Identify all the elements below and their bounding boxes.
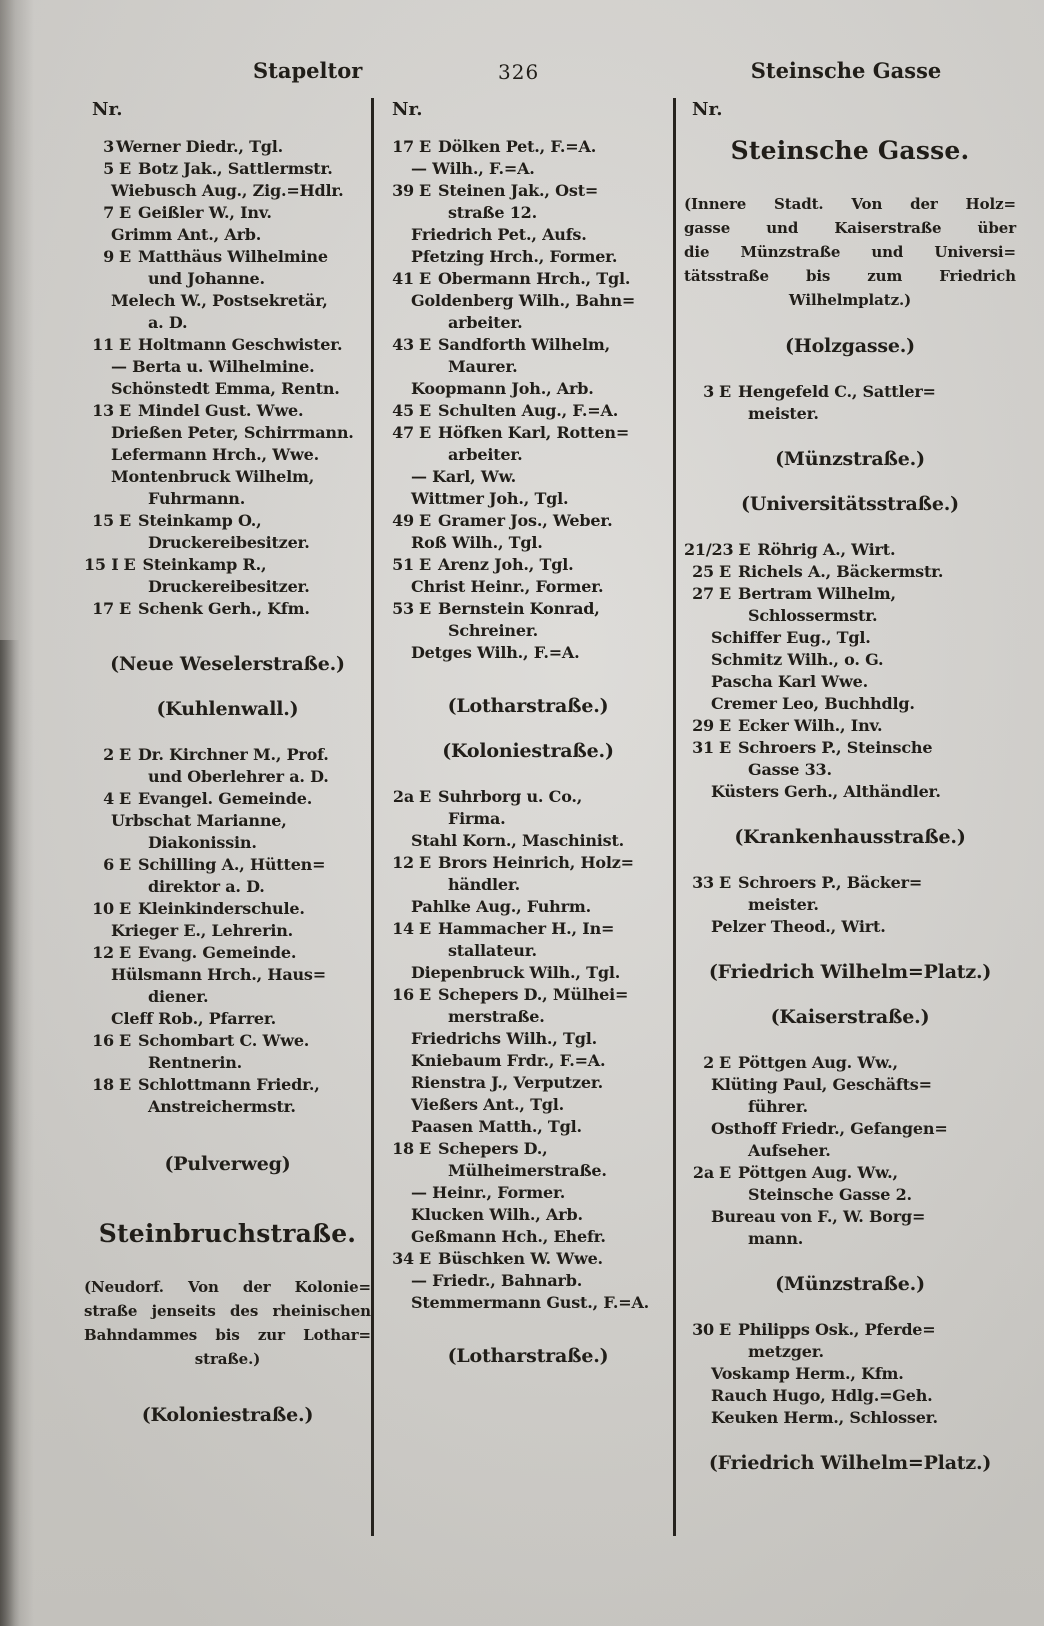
entry-continuation: Schlossermstr. [748,606,878,625]
directory-line [384,786,672,808]
directory-line [84,510,371,532]
entry-text: Schulten Aug., F.=A. [438,401,619,420]
owner-marker: E [419,555,431,574]
entry-continuation: straße 12. [448,203,537,222]
house-number: 31 [692,738,714,757]
house-number: 15 I [84,555,119,574]
entry-group [684,381,1016,425]
entry-group [84,136,371,620]
entry-continuation: Geßmann Hch., Ehefr. [411,1227,606,1246]
house-number: 3 [703,382,714,401]
entry-group [384,786,672,1314]
entry-continuation: Friedrich Pet., Aufs. [411,225,587,244]
entry-continuation: Krieger E., Lehrerin. [111,921,294,940]
directory-line [384,554,672,576]
directory-line [84,1030,371,1052]
entry-continuation: Vießers Ant., Tgl. [411,1095,565,1114]
street-heading: Steinsche Gasse. [730,136,970,165]
entry-continuation: Keuken Herm., Schlosser. [711,1408,938,1427]
owner-marker: E [719,584,731,603]
house-number: 45 [392,401,414,420]
owner-marker: E [119,599,131,618]
entry-text: Dölken Pet., F.=A. [438,137,597,156]
house-number: 3 [103,137,114,156]
house-number: 49 [392,511,414,530]
directory-line [684,583,1016,605]
entry-continuation: Druckereibesitzer. [148,533,310,552]
directory-line [84,942,371,964]
entry-continuation: stallateur. [448,941,537,960]
directory-line [384,510,672,532]
house-number: 17 [92,599,114,618]
house-number: 29 [692,716,714,735]
entry-text: Evangel. Gemeinde. [138,789,313,808]
entry-continuation: Rienstra J., Verputzer. [411,1073,603,1092]
cross-street-ref: (Kaiserstraße.) [770,1006,930,1028]
entry-continuation: Wittmer Joh., Tgl. [411,489,569,508]
entry-continuation: Mülheimerstraße. [448,1161,607,1180]
cross-street-ref: (Friedrich Wilhelm=Platz.) [708,1452,992,1474]
entry-text: Schepers D., [438,1139,548,1158]
house-number: 12 [392,853,414,872]
entry-text: Suhrborg u. Co., [438,787,583,806]
entry-group [684,1052,1016,1250]
house-number: 14 [392,919,414,938]
entry-continuation: und Oberlehrer a. D. [148,767,329,786]
entry-continuation: metzger. [748,1342,824,1361]
entry-continuation: merstraße. [448,1007,545,1026]
house-number: 25 [692,562,714,581]
house-number: 39 [392,181,414,200]
entry-text: Steinen Jak., Ost= [438,181,599,200]
entry-group [684,539,1016,803]
column-divider-left [371,98,374,1536]
cross-street-ref: (Krankenhausstraße.) [734,826,966,848]
entry-continuation: Aufseher. [748,1141,831,1160]
house-number: 2 [103,745,114,764]
entry-text: Schroers P., Bäcker= [738,873,923,892]
entry-continuation: Stemmermann Gust., F.=A. [411,1293,650,1312]
entry-continuation: Küsters Gerh., Althändler. [711,782,941,801]
owner-marker: E [419,985,431,1004]
owner-marker: E [419,599,431,618]
entry-text: Bertram Wilhelm, [738,584,896,603]
entry-text: Schroers P., Steinsche [738,738,933,757]
entry-text: Evang. Gemeinde. [138,943,297,962]
street-description [84,1275,371,1371]
running-title-right: Steinsche Gasse [750,58,942,83]
directory-line [684,1052,1016,1074]
entry-continuation: direktor a. D. [148,877,265,896]
entry-continuation: Klucken Wilh., Arb. [411,1205,583,1224]
entry-continuation: führer. [748,1097,808,1116]
entry-continuation: Voskamp Herm., Kfm. [711,1364,904,1383]
entry-continuation: Melech W., Postsekretär, [111,291,328,310]
owner-marker: E [419,787,431,806]
directory-line [84,744,371,766]
entry-continuation: — Wilh., F.=A. [411,159,535,178]
house-number: 21/23 [684,540,734,559]
entry-continuation: Rauch Hugo, Hdlg.=Geh. [711,1386,933,1405]
owner-marker: E [719,382,731,401]
owner-marker: E [119,789,131,808]
directory-line [684,715,1016,737]
cross-street-ref: (Lotharstraße.) [447,695,609,717]
entry-text: Mindel Gust. Wwe. [138,401,304,420]
directory-line [384,334,672,356]
entry-continuation: Schönstedt Emma, Rentn. [111,379,340,398]
entry-continuation: meister. [748,895,819,914]
house-number: 12 [92,943,114,962]
house-number: 13 [92,401,114,420]
cross-street-ref: (Holzgasse.) [785,335,915,357]
entry-continuation: Pahlke Aug., Fuhrm. [411,897,591,916]
owner-marker: E [119,899,131,918]
entry-text: Hammacher H., In= [438,919,615,938]
house-number: 6 [103,855,114,874]
house-number: 16 [392,985,414,1004]
house-number: 41 [392,269,414,288]
directory-line [684,872,1016,894]
owner-marker: E [719,738,731,757]
house-number: 17 [392,137,414,156]
directory-line [84,1074,371,1096]
entry-continuation: Drießen Peter, Schirrmann. [111,423,354,442]
entry-continuation: Goldenberg Wilh., Bahn= [411,291,636,310]
entry-text: Hengefeld C., Sattler= [738,382,936,401]
column-divider-right [673,98,676,1536]
street-description-line: die Münzstraße und Universi= [684,243,1016,261]
directory-line [84,202,371,224]
street-description-line: gasse und Kaiserstraße über [684,219,1016,237]
house-number: 51 [392,555,414,574]
entry-text: Brors Heinrich, Holz= [438,853,634,872]
house-number: 30 [692,1320,714,1339]
owner-marker: E [123,555,136,574]
entry-continuation: händler. [448,875,521,894]
entry-text: Schombart C. Wwe. [138,1031,310,1050]
entry-continuation: Stahl Korn., Maschinist. [411,831,625,850]
entry-text: Geißler W., Inv. [138,203,272,222]
nr-column-label: Nr. [692,99,723,120]
entry-text: Schlottmann Friedr., [138,1075,320,1094]
owner-marker: E [119,511,131,530]
entry-text: Pöttgen Aug. Ww., [738,1163,898,1182]
house-number: 18 [392,1139,414,1158]
entry-text: Kleinkinderschule. [138,899,305,918]
house-number: 2a [692,1163,714,1182]
entry-continuation: — Friedr., Bahnarb. [411,1271,583,1290]
entry-continuation: Kniebaum Frdr., F.=A. [411,1051,606,1070]
entry-continuation: Hülsmann Hrch., Haus= [111,965,326,984]
directory-line [84,334,371,356]
entry-text: Gramer Jos., Weber. [438,511,613,530]
owner-marker: E [719,1053,731,1072]
cross-street-ref: (Neue Weselerstraße.) [110,653,345,675]
directory-line [84,158,371,180]
cross-street-ref: (Koloniestraße.) [442,740,614,762]
entry-continuation: Friedrichs Wilh., Tgl. [411,1029,597,1048]
owner-marker: E [419,401,431,420]
owner-marker: E [119,335,131,354]
owner-marker: E [419,1139,431,1158]
entry-text: Arenz Joh., Tgl. [438,555,574,574]
owner-marker: E [419,511,431,530]
page-number: 326 [498,60,540,84]
house-number: 2a [392,787,414,806]
owner-marker: E [419,335,431,354]
street-description-line: straße.) [194,1350,261,1368]
entry-continuation: Druckereibesitzer. [148,577,310,596]
house-number: 15 [92,511,114,530]
directory-line [84,246,371,268]
owner-marker: E [119,1031,131,1050]
owner-marker: E [119,247,131,266]
nr-column-label: Nr. [392,99,423,120]
owner-marker: E [419,1249,431,1268]
entry-continuation: Lefermann Hrch., Wwe. [111,445,319,464]
entry-text: Werner Diedr., Tgl. [116,137,284,156]
column-steinsche-gasse [684,100,1016,1498]
house-number: 2 [703,1053,714,1072]
house-number: 16 [92,1031,114,1050]
entry-continuation: Klüting Paul, Geschäfts= [711,1075,932,1094]
directory-line [684,1162,1016,1184]
house-number: 43 [392,335,414,354]
owner-marker: E [419,423,431,442]
entry-continuation: Pascha Karl Wwe. [711,672,868,691]
house-number: 18 [92,1075,114,1094]
entry-continuation: arbeiter. [448,313,523,332]
house-number: 27 [692,584,714,603]
entry-continuation: Gasse 33. [748,760,832,779]
directory-line [384,918,672,940]
directory-line [384,422,672,444]
entry-text: Sandforth Wilhelm, [438,335,610,354]
directory-line [384,136,672,158]
cross-street-ref: (Lotharstraße.) [447,1345,609,1367]
entry-continuation: Schmitz Wilh., o. G. [711,650,884,669]
directory-line [84,854,371,876]
entry-continuation: Roß Wilh., Tgl. [411,533,543,552]
directory-line [84,136,371,158]
owner-marker: E [419,853,431,872]
entry-group [84,744,371,1118]
entry-continuation: diener. [148,987,209,1006]
cross-street-ref: (Koloniestraße.) [141,1404,314,1426]
house-number: 34 [392,1249,414,1268]
owner-marker: E [719,1163,731,1182]
directory-line [384,180,672,202]
entry-continuation: — Berta u. Wilhelmine. [111,357,315,376]
street-description [684,192,1016,312]
owner-marker: E [119,401,131,420]
entry-text: Röhrig A., Wirt. [757,540,896,559]
entry-continuation: Montenbruck Wilhelm, [111,467,315,486]
owner-marker: E [719,1320,731,1339]
owner-marker: E [119,159,131,178]
entry-text: Dr. Kirchner M., Prof. [138,745,329,764]
directory-line [384,1138,672,1160]
directory-line [84,400,371,422]
entry-continuation: meister. [748,404,819,423]
street-description-line: straße jenseits des rheinischen [84,1302,371,1320]
entry-text: Obermann Hrch., Tgl. [438,269,631,288]
entry-continuation: und Johanne. [148,269,265,288]
cross-street-ref: (Friedrich Wilhelm=Platz.) [708,961,992,983]
entry-text: Holtmann Geschwister. [138,335,343,354]
house-number: 4 [103,789,114,808]
column-stapeltor [84,100,371,1450]
street-description-line: (Neudorf. Von der Kolonie= [84,1278,371,1296]
entry-continuation: Paasen Matth., Tgl. [411,1117,582,1136]
entry-text: Richels A., Bäckermstr. [738,562,944,581]
street-heading: Steinbruchstraße. [98,1219,357,1248]
entry-group [684,872,1016,938]
owner-marker: E [719,562,731,581]
cross-street-ref: (Münzstraße.) [775,1273,925,1295]
entry-continuation: arbeiter. [448,445,523,464]
entry-continuation: a. D. [148,313,188,332]
directory-line [384,852,672,874]
directory-line [84,598,371,620]
directory-line [684,381,1016,403]
owner-marker: E [738,540,751,559]
owner-marker: E [119,1075,131,1094]
entry-continuation: Pelzer Theod., Wirt. [711,917,886,936]
owner-marker: E [119,745,131,764]
street-description-line: (Innere Stadt. Von der Holz= [684,195,1016,213]
cross-street-ref: (Universitätsstraße.) [741,493,959,515]
owner-marker: E [719,873,731,892]
entry-continuation: Cremer Leo, Buchhdlg. [711,694,915,713]
house-number: 33 [692,873,714,892]
entry-group [684,1319,1016,1429]
entry-text: Pöttgen Aug. Ww., [738,1053,898,1072]
entry-continuation: Diepenbruck Wilh., Tgl. [411,963,621,982]
cross-street-ref: (Kuhlenwall.) [156,698,299,720]
directory-line [384,984,672,1006]
entry-continuation: Detges Wilh., F.=A. [411,643,580,662]
entry-continuation: Anstreichermstr. [148,1097,296,1116]
nr-column-label: Nr. [92,99,123,120]
directory-line [384,400,672,422]
house-number: 10 [92,899,114,918]
entry-continuation: Maurer. [448,357,518,376]
entry-continuation: Schreiner. [448,621,538,640]
directory-line [384,268,672,290]
entry-text: Botz Jak., Sattlermstr. [138,159,333,178]
entry-continuation: Wiebusch Aug., Zig.=Hdlr. [111,181,344,200]
entry-continuation: Koopmann Joh., Arb. [411,379,594,398]
cross-street-ref: (Pulverweg) [164,1153,291,1175]
entry-text: Büschken W. Wwe. [438,1249,603,1268]
entry-text: Schenk Gerh., Kfm. [138,599,310,618]
entry-text: Matthäus Wilhelmine [138,247,328,266]
entry-group [384,136,672,664]
entry-continuation: — Heinr., Former. [411,1183,566,1202]
entry-continuation: Rentnerin. [148,1053,243,1072]
directory-line [684,737,1016,759]
entry-continuation: — Karl, Ww. [411,467,516,486]
owner-marker: E [419,919,431,938]
street-description-line: Bahndammes bis zur Lothar= [84,1326,371,1344]
entry-text: Steinkamp O., [138,511,262,530]
entry-text: Schilling A., Hütten= [138,855,326,874]
directory-line [684,1319,1016,1341]
house-number: 47 [392,423,414,442]
entry-continuation: Urbschat Marianne, [111,811,287,830]
owner-marker: E [419,181,431,200]
column-middle [384,100,672,1391]
cross-street-ref: (Münzstraße.) [775,448,925,470]
entry-continuation: Pfetzing Hrch., Former. [411,247,618,266]
book-gutter-shadow-lower [0,640,20,1626]
entry-continuation: Firma. [448,809,506,828]
directory-line [684,539,1016,561]
entry-continuation: mann. [748,1229,804,1248]
owner-marker: E [419,269,431,288]
directory-line [384,1248,672,1270]
house-number: 9 [103,247,114,266]
owner-marker: E [419,137,431,156]
house-number: 5 [103,159,114,178]
directory-line [84,554,371,576]
entry-continuation: Diakonissin. [148,833,257,852]
house-number: 11 [92,335,114,354]
entry-text: Ecker Wilh., Inv. [738,716,883,735]
street-description-line: tätsstraße bis zum Friedrich [684,267,1016,285]
entry-continuation: Cleff Rob., Pfarrer. [111,1009,277,1028]
directory-line [684,561,1016,583]
entry-continuation: Christ Heinr., Former. [411,577,604,596]
directory-line [84,898,371,920]
entry-text: Schepers D., Mülhei= [438,985,629,1004]
owner-marker: E [119,203,131,222]
running-head [0,58,1044,94]
entry-text: Bernstein Konrad, [438,599,600,618]
entry-continuation: Schiffer Eug., Tgl. [711,628,871,647]
house-number: 7 [103,203,114,222]
directory-line [384,598,672,620]
owner-marker: E [119,943,131,962]
house-number: 53 [392,599,414,618]
entry-continuation: Steinsche Gasse 2. [748,1185,912,1204]
entry-continuation: Fuhrmann. [148,489,246,508]
running-title-left: Stapeltor [253,58,363,83]
entry-text: Philipps Osk., Pferde= [738,1320,936,1339]
street-description-line: Wilhelmplatz.) [788,291,912,309]
entry-continuation: Bureau von F., W. Borg= [711,1207,926,1226]
directory-line [84,788,371,810]
entry-text: Steinkamp R., [142,555,267,574]
entry-continuation: Osthoff Friedr., Gefangen= [711,1119,948,1138]
owner-marker: E [719,716,731,735]
entry-text: Höfken Karl, Rotten= [438,423,630,442]
entry-continuation: Grimm Ant., Arb. [111,225,262,244]
owner-marker: E [119,855,131,874]
